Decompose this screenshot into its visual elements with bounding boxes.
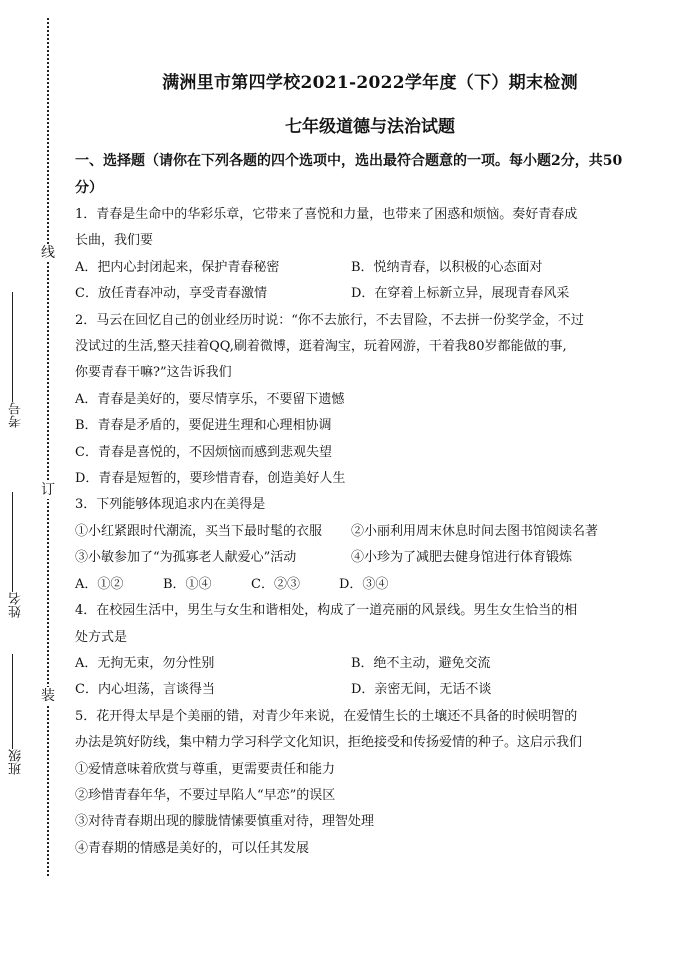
exam-number-label: 考号: [9, 402, 24, 428]
name-blank: [12, 492, 14, 592]
binding-char-xian: 线: [41, 245, 55, 261]
q1-option-d[interactable]: D．在穿着上标新立异，展现青春风采: [351, 286, 570, 302]
q2-option-d[interactable]: D．青春是短暂的，要珍惜青春，创造美好人生: [75, 471, 346, 487]
q2-stem-line1: 2．马云在回忆自己的创业经历时说：“你不去旅行，不去冒险，不去拼一份奖学金，不过: [75, 312, 584, 328]
q3-option-b[interactable]: B．①④: [163, 576, 212, 592]
q5-item-4: ④青春期的情感是美好的，可以任其发展: [75, 840, 310, 856]
q1-stem-line2: 长曲，我们要: [75, 233, 154, 249]
q4-option-c[interactable]: C．内心坦荡，言谈得当: [75, 682, 215, 698]
class-field[interactable]: [7, 640, 27, 775]
q2-option-b[interactable]: B．青春是矛盾的，要促进生理和心理相协调: [75, 418, 332, 434]
q3-stem: 3．下列能够体现追求内在美得是: [75, 497, 266, 513]
q5-item-3: ③对待青春期出现的朦胧情愫要慎重对待，理智处理: [75, 814, 375, 830]
exam-subtitle: 七年级道德与法治试题: [285, 117, 455, 137]
q3-option-d[interactable]: D．③④: [339, 576, 389, 592]
q3-option-c[interactable]: C．②③: [251, 576, 300, 592]
q4-option-b[interactable]: B．绝不主动，避免交流: [351, 655, 491, 671]
q3-option-a[interactable]: A．①②: [75, 576, 124, 592]
q4-stem-line2: 处方式是: [75, 629, 128, 645]
question-1: [75, 202, 623, 308]
q5-stem-line1: 5．花开得太早是个美丽的错，对青少年来说，在爱情生长的土壤还不具备的时候明智的: [75, 708, 578, 724]
class-blank: [12, 654, 14, 749]
q5-item-1: ①爱情意味着欣赏与尊重，更需要责任和能力: [75, 761, 336, 777]
q3-item-1: ①小红紧跟时代潮流，买当下最时髦的衣服: [75, 523, 323, 539]
q1-option-c[interactable]: C．放任青春冲动，享受青春激情: [75, 286, 267, 302]
question-2: [75, 308, 623, 493]
question-content: [75, 148, 623, 862]
q3-item-2: ②小丽利用周末休息时间去图书馆阅读名著: [351, 523, 599, 539]
q2-option-a[interactable]: A．青春是美好的，要尽情享乐，不要留下遗憾: [75, 391, 345, 407]
class-label: 班级: [9, 749, 24, 775]
q1-option-b[interactable]: B．悦纳青春，以积极的心态面对: [351, 259, 543, 275]
q5-stem-line2: 办法是筑好防线，集中精力学习科学文化知识，拒绝接受和传扬爱情的种子。这启示我们: [75, 735, 583, 751]
name-field[interactable]: [7, 468, 27, 618]
q2-stem-line3: 你要青春干嘛?”这告诉我们: [75, 365, 232, 381]
section-heading-line1: 一、选择题（请你在下列各题的四个选项中，选出最符合题意的一项。每小题2分，共50: [75, 153, 623, 169]
exam-title: 满洲里市第四学校2021-2022学年度（下）期末检测: [162, 73, 578, 93]
question-4: [75, 598, 623, 704]
q1-stem-line1: 1．青春是生命中的华彩乐章，它带来了喜悦和力量，也带来了困惑和烦恼。奏好青春成: [75, 207, 578, 222]
q4-option-d[interactable]: D．亲密无间，无话不谈: [351, 682, 492, 698]
q2-stem-line2: 没试过的生活,整天挂着QQ,刷着微博，逛着淘宝，玩着网游，干着我80岁都能做的事,: [75, 339, 567, 355]
q4-stem-line1: 4．在校园生活中，男生与女生和谐相处，构成了一道亮丽的风景线。男生女生恰当的相: [75, 603, 578, 619]
q2-option-c[interactable]: C．青春是喜悦的，不因烦恼而感到悲观失望: [75, 444, 332, 460]
question-5: [75, 704, 623, 862]
section-heading: [75, 148, 623, 202]
q3-item-4: ④小珍为了减肥去健身馆进行体育锻炼: [351, 550, 573, 566]
q5-item-2: ②珍惜青春年华，不要过早陷人“早恋”的误区: [75, 787, 336, 803]
binding-dotted-line: [47, 18, 49, 876]
exam-number-blank: [12, 292, 14, 402]
section-heading-line2: 分）: [75, 180, 103, 196]
binding-char-zhuang: 装: [41, 688, 55, 704]
binding-char-ding: 订: [41, 482, 55, 498]
q4-option-a[interactable]: A．无拘无束，勿分性别: [75, 655, 215, 671]
exam-number-field[interactable]: [7, 268, 27, 428]
name-label: 姓名: [9, 592, 24, 618]
q1-option-a[interactable]: A．把内心封闭起来，保护青春秘密: [75, 259, 280, 275]
q3-item-3: ③小敏参加了“为孤寡老人献爱心”活动: [75, 550, 297, 566]
question-3: [75, 492, 623, 598]
